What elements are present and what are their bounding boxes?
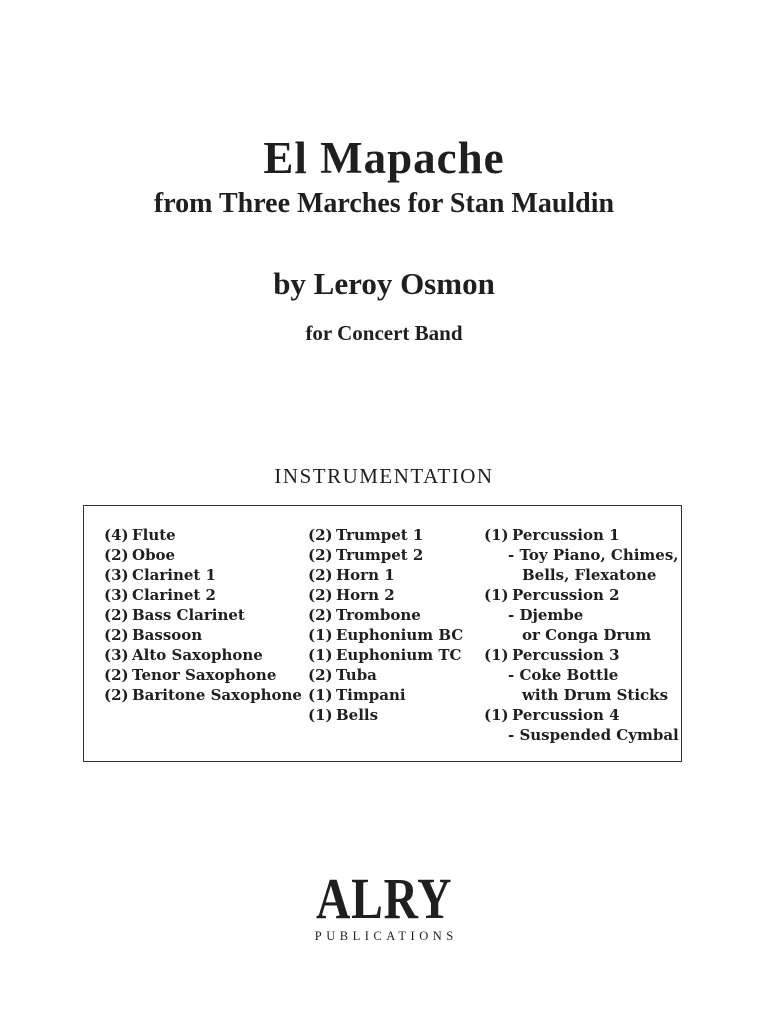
instrument-line (484, 585, 679, 605)
instrumentation-column-percussion-detail (484, 525, 679, 745)
instrument-count: (1) (308, 626, 333, 644)
instrument-count: (2) (104, 626, 129, 644)
instrument-name: Horn 2 (336, 586, 395, 604)
instrument-count: (2) (308, 566, 333, 584)
instrument-count: (2) (308, 526, 333, 544)
instrument-name: - Djembe (508, 606, 584, 624)
instrument-line (104, 585, 302, 605)
instrument-name: Tuba (336, 666, 377, 684)
instrument-count: (4) (104, 526, 129, 544)
instrument-line (308, 585, 463, 605)
instrument-count: (2) (104, 546, 129, 564)
instrument-count: (3) (104, 586, 129, 604)
instrumentation-heading: INSTRUMENTATION (274, 464, 494, 488)
instrument-count: (2) (104, 686, 129, 704)
ensemble-line: for Concert Band (305, 321, 463, 345)
instrument-name: Clarinet 2 (132, 586, 216, 604)
instrument-line (484, 685, 679, 705)
instrument-count: (2) (308, 666, 333, 684)
instrument-line (484, 625, 679, 645)
instrument-count: (2) (308, 606, 333, 624)
instrument-name: Bells (336, 706, 379, 724)
instrument-count: (2) (308, 546, 333, 564)
instrument-line (484, 645, 679, 665)
instrument-line (104, 525, 302, 545)
instrument-count: (1) (484, 586, 509, 604)
instrument-line (484, 565, 679, 585)
instrument-name: Euphonium TC (336, 646, 462, 664)
instrument-line (104, 645, 302, 665)
instrument-line (308, 605, 463, 625)
instrument-line (104, 665, 302, 685)
instrument-line (104, 565, 302, 585)
instrument-line (308, 545, 463, 565)
instrument-name: Euphonium BC (336, 626, 464, 644)
composer-byline: by Leroy Osmon (273, 266, 495, 301)
instrument-line (104, 625, 302, 645)
instrument-name: Percussion 1 (512, 526, 620, 544)
instrument-line (484, 545, 679, 565)
instrument-count: (3) (104, 566, 129, 584)
instrument-line (308, 625, 463, 645)
instrument-name: or Conga Drum (522, 626, 652, 644)
instrument-name: Flute (132, 526, 176, 544)
instrumentation-column-brass-percussion (308, 525, 463, 725)
instrument-name: Percussion 3 (512, 646, 620, 664)
instrument-name: - Suspended Cymbal (508, 726, 679, 744)
instrument-name: Clarinet 1 (132, 566, 216, 584)
instrument-count: (1) (484, 526, 509, 544)
instrument-name: Alto Saxophone (132, 646, 263, 664)
instrument-line (308, 565, 463, 585)
instrumentation-box (83, 505, 682, 762)
instrument-line (484, 665, 679, 685)
instrument-name: Percussion 4 (512, 706, 620, 724)
instrument-line (484, 705, 679, 725)
instrument-name: Baritone Saxophone (132, 686, 302, 704)
instrument-line (104, 605, 302, 625)
instrument-count: (2) (104, 666, 129, 684)
instrument-name: Trombone (336, 606, 421, 624)
instrument-name: Bassoon (132, 626, 203, 644)
instrument-line (484, 725, 679, 745)
piece-subtitle: from Three Marches for Stan Mauldin (153, 188, 615, 219)
instrument-count: (3) (104, 646, 129, 664)
instrument-name: Bass Clarinet (132, 606, 245, 624)
instrument-line (104, 545, 302, 565)
instrument-line (308, 525, 463, 545)
instrument-count: (1) (308, 646, 333, 664)
instrument-count: (2) (308, 586, 333, 604)
instrument-name: Trumpet 2 (336, 546, 424, 564)
instrument-name: Timpani (336, 686, 406, 704)
instrument-line (484, 525, 679, 545)
instrument-line (308, 645, 463, 665)
instrument-name: Horn 1 (336, 566, 395, 584)
instrument-name: Tenor Saxophone (132, 666, 277, 684)
instrument-count: (1) (484, 646, 509, 664)
instrument-name: Bells, Flexatone (522, 566, 657, 584)
instrument-name: with Drum Sticks (522, 686, 669, 704)
publisher-subtitle: PUBLICATIONS (314, 929, 458, 943)
instrument-line (308, 665, 463, 685)
instrument-name: - Coke Bottle (508, 666, 619, 684)
instrument-line (308, 685, 463, 705)
instrument-name: Percussion 2 (512, 586, 620, 604)
instrument-count: (1) (308, 686, 333, 704)
instrument-line (308, 705, 463, 725)
instrument-name: Trumpet 1 (336, 526, 424, 544)
instrument-line (104, 685, 302, 705)
instrumentation-column-woodwinds (104, 525, 302, 705)
instrument-name: - Toy Piano, Chimes, (508, 546, 679, 564)
publisher-logo (0, 866, 768, 944)
piece-title: El Mapache (263, 133, 505, 183)
instrument-count: (1) (484, 706, 509, 724)
instrument-line (484, 605, 679, 625)
instrument-count: (2) (104, 606, 129, 624)
instrument-name: Oboe (132, 546, 176, 564)
instrument-count: (1) (308, 706, 333, 724)
publisher-name: ALRY (315, 866, 453, 931)
